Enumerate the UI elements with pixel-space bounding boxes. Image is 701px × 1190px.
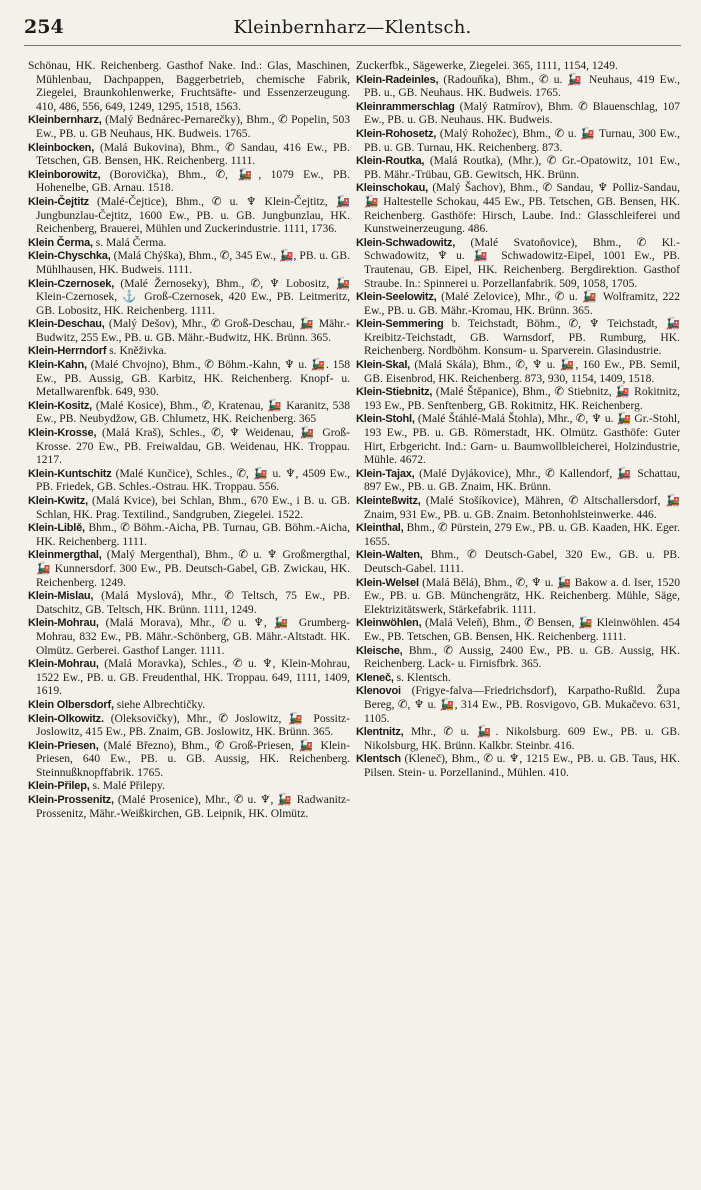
gazetteer-entry [28, 522, 350, 549]
gazetteer-entry [28, 740, 350, 781]
gazetteer-entry [356, 155, 680, 182]
entry-text: (Malá Kraš), Schles., ✆, ♆ Weidenau, 🚂 Groß-Krosse. 270 Ew., PB. Freiwaldau, GB. Weidenau, HK. Troppau. 1217. [36, 427, 351, 467]
entry-text: (Malá Morava), Mhr., ✆ u. ♆, 🚂 Grumberg-Mohrau, 832 Ew., PB. Mähr.-Schönberg, GB. Mähr.-Altstadt. HK. Olmütz. Gerberei. Gasthof Langer. 1111. [36, 617, 350, 657]
entry-text: s. Klentsch. [396, 671, 451, 684]
gazetteer-entry [28, 142, 350, 169]
entry-text: siehe Albrechtičky. [116, 698, 206, 711]
entry-headword: Klein-Welsel [356, 576, 419, 589]
entry-text: (Malá Myslová), Mhr., ✆ Teltsch, 75 Ew., PB. Datschitz, GB. Teltsch, HK. Brünn. 1111, 1249. [36, 590, 350, 616]
entry-headword: Klein-Mohrau, [28, 617, 99, 630]
entry-headword: Klein-Rohosetz, [356, 127, 437, 140]
gazetteer-entry [28, 169, 350, 196]
gazetteer-entry [28, 345, 350, 359]
entry-text: s. Malé Přilepy. [92, 780, 165, 793]
entry-text: Schönau, HK. Reichenberg. Gasthof Nake. Ind.: Glas, Maschinen, Mühlenbau, Dachpappen, Baggerbetrieb, chemische Fabrik, Ziegelei, Braunkohlenwerke, Fruchtsäfte- und Essenzerzeugung. 410, 486, 556, 649, 1249, 1295, 1518, 1563. [28, 60, 350, 113]
entry-text: (Malá Moravka), Schles., ✆ u. ♆, Klein-Mohrau, 1522 Ew., PB. u. GB. Freudenthal, HK. Troppau. 649, 1111, 1409, 1619. [36, 658, 351, 698]
gazetteer-entry [356, 753, 680, 780]
entry-headword: Klein-Čejtitz [28, 195, 89, 208]
gazetteer-entry [28, 495, 350, 522]
entry-text: (Malé Kosice), Bhm., ✆, Kratenau, 🚂 Karanitz, 538 Ew., PB. Neubydžow, GB. Chlumetz, HK. Reichenberg. 365 [36, 399, 350, 426]
entry-headword: Klein-Seelowitz, [356, 291, 437, 304]
entry-headword: Klein-Czernosek, [28, 277, 115, 290]
entry-headword: Kleinwöhlen, [356, 617, 422, 630]
entry-text: (Malé Žernoseky), Bhm., ✆, ♆ Lobositz, 🚂 Klein-Czernosek, ⚓ Groß-Czernosek, 420 Ew., PB. Leitmeritz, GB. Lobositz, HK. Reichenberg. 1111. [36, 277, 350, 317]
entry-headword: Klein-Skal, [356, 359, 411, 372]
entry-text: (Malé Stošíkovice), Mähren, ✆ Altschallersdorf, 🚂 Znaim, 931 Ew., PB. u. GB. Znaim. Betonhohlsteinwerke. 446. [364, 495, 681, 521]
entry-headword: Klein-Stiebnitz, [356, 386, 433, 399]
gazetteer-entry [28, 237, 350, 251]
entry-text: (Malý Rohožec), Bhm., ✆ u. 🚂 Turnau, 300 Ew., PB. u. GB. Turnau, HK. Reichenberg. 873. [364, 127, 680, 154]
gazetteer-entry [28, 114, 350, 141]
entry-text: (Malá Kvice), bei Schlan, Bhm., 670 Ew., i B. u. GB. Schlan, HK. Prag. Textilind., Sandgruben, Ziegelei. 1522. [36, 495, 350, 521]
entry-text: (Malé Dyjákovice), Mhr., ✆ Kallendorf, 🚂 Schattau, 897 Ew., PB. u. GB. Znaim, HK. Brünn. [364, 467, 680, 494]
entry-headword: Kleinbocken, [28, 141, 95, 154]
gazetteer-entry [28, 318, 350, 345]
entry-text: b. Teichstadt, Böhm., ✆, ♆ Teichstadt, 🚂 Kreibitz-Teichstadt, GB. Warnsdorf, PB. Rumburg, HK. Reichenberg. Nordböhm. Konsum- u. Sparverein. Glasindustrie. [364, 318, 680, 358]
entry-headword: Klentsch [356, 753, 401, 766]
gazetteer-entry [28, 699, 350, 713]
gazetteer-entry [356, 237, 680, 291]
entry-headword: Klein-Walten, [356, 549, 423, 562]
gazetteer-entry [28, 60, 350, 114]
gazetteer-entry [28, 196, 350, 237]
entry-headword: Klein-Olkowitz. [28, 712, 104, 725]
gazetteer-entry [28, 794, 350, 821]
entry-text: (Malá Veleň), Bhm., ✆ Bensen, 🚂 Kleinwöhlen. 454 Ew., PB. Tetschen, GB. Bensen, HK. Reichenberg. 1111. [364, 617, 680, 643]
gazetteer-entry [356, 549, 680, 576]
gazetteer-entry [28, 780, 350, 794]
entry-text: (Malý Ratmírov), Bhm. ✆ Blauenschlag, 107 Ew., PB. u. GB. Neuhaus. HK. Budweis. [364, 100, 680, 127]
entry-headword: Klein-Stohl, [356, 413, 415, 426]
entry-headword: Klein-Radeinles, [356, 73, 439, 86]
entry-headword: Klein Čerma, [28, 236, 93, 249]
entry-headword: Kleinrammerschlag [356, 100, 455, 113]
gazetteer-entry [356, 645, 680, 672]
gazetteer-entry [28, 278, 350, 319]
gazetteer-entry [28, 400, 350, 427]
entry-headword: Klein-Mislau, [28, 590, 94, 603]
entry-headword: Klentnitz, [356, 726, 404, 739]
entry-text: Mhr., ✆ u. 🚂. Nikolsburg. 609 Ew., PB. u. GB. Nikolsburg, HK. Brünn. Kalkbr. Steinbr. 416. [364, 726, 680, 752]
gazetteer-entry [356, 672, 680, 686]
gazetteer-entry [356, 617, 680, 644]
gazetteer-entry [28, 359, 350, 400]
gazetteer-entry [28, 250, 350, 277]
right-column [356, 60, 680, 780]
entry-headword: Kleinthal, [356, 522, 404, 535]
entry-headword: Klein-Prossenitz, [28, 794, 114, 807]
entry-text: s. Kněživka. [109, 345, 167, 358]
gazetteer-entry [28, 590, 350, 617]
entry-headword: Klein-Kuntschitz [28, 467, 112, 480]
entry-text: Bhm., ✆ Deutsch-Gabel, 320 Ew., GB. u. PB. Deutsch-Gabel. 1111. [364, 549, 680, 575]
gazetteer-entry [28, 427, 350, 468]
entry-headword: Klein-Herrndorf [28, 345, 107, 358]
gazetteer-entry [28, 713, 350, 740]
gazetteer-entry [28, 658, 350, 699]
entry-headword: Klein-Kahn, [28, 359, 87, 372]
entry-headword: Klein-Mohrau, [28, 658, 99, 671]
gazetteer-entry [356, 577, 680, 618]
entry-headword: Klein-Chyschka, [28, 250, 111, 263]
entry-headword: Klein-Přilep, [28, 780, 90, 793]
entry-text: (Malé Zelovice), Mhr., ✆ u. 🚂 Wolframitz, 222 Ew., PB. u. GB. Mähr.-Kromau, HK. Brünn. 365. [364, 291, 680, 317]
gazetteer-entry [356, 468, 680, 495]
gazetteer-entry [356, 318, 680, 359]
gazetteer-entry [356, 101, 680, 128]
entry-text: (Frigye-falva—Friedrichsdorf), Karpatho-Rußld. Župa Bereg, ✆, ♆ u. 🚂, 314 Ew., PB. Rosvigovo, GB. Mukačevo. 631, 1105. [364, 685, 680, 725]
entry-headword: Kleinbernharz, [28, 114, 102, 127]
entry-headword: Klein-Krosse, [28, 427, 97, 440]
gazetteer-entry [356, 128, 680, 155]
gazetteer-entry [356, 522, 680, 549]
entry-text: (Malé Chvojno), Bhm., ✆ Böhm.-Kahn, ♆ u. 🚂. 158 Ew., PB. Aussig, GB. Karbitz, HK. Reichenberg. Knopf- u. Metallwarenfbk. 649, 930. [36, 359, 350, 399]
entry-headword: Klein-Semmering [356, 318, 444, 331]
entry-text: (Malé Štáhlé-Malá Štohla), Mhr., ✆, ♆ u. 🚂 Gr.-Stohl, 193 Ew., PB. u. GB. Römerstadt, HK. Olmütz. Gasthöfe: Guter Hirt, Erbgericht. Ind.: Garn- u. Baumwollbleicherei, Holzindustrie, Mühle. 4672. [364, 413, 680, 467]
entry-text: s. Malá Čerma. [95, 236, 167, 249]
gazetteer-entry [356, 386, 680, 413]
entry-text: (Malá Routka), (Mhr.), ✆ Gr.-Opatowitz, 101 Ew., PB. Mähr.-Trübau, GB. Gewitsch, HK. Brünn. [364, 155, 680, 181]
gazetteer-entry [28, 468, 350, 495]
entry-text: Bhm., ✆ Aussig, 2400 Ew., PB. u. GB. Aussig, HK. Reichenberg. Lack- u. Firnisfbrk. 365. [364, 644, 680, 671]
entry-headword: Kleinschokau, [356, 182, 428, 195]
entry-text: (Malá Bělá), Bhm., ✆, ♆ u. 🚂 Bakow a. d. Iser, 1520 Ew., PB. u. GB. Münchengrätz, HK. Reichenberg. Mühle, Säge, Elektrizitätswerk, Stärkefabrik. 1111. [364, 576, 680, 616]
entry-text: (Malá Skála), Bhm., ✆, ♆ u. 🚂, 160 Ew., PB. Semil, GB. Eisenbrod, HK. Reichenberg. 873, 930, 1154, 1409, 1518. [364, 359, 681, 385]
gazetteer-entry [356, 359, 680, 386]
page-number: 254 [24, 16, 64, 38]
entry-headword: Klein-Liblě, [28, 522, 85, 535]
running-head: Kleinbernharz—Klentsch. [233, 17, 472, 38]
entry-text: Bhm., ✆ Böhm.-Aicha, PB. Turnau, GB. Böhm.-Aicha, HK. Reichenberg. 1111. [36, 522, 350, 548]
entry-headword: Klein Olbersdorf, [28, 698, 114, 711]
gazetteer-entry [356, 495, 680, 522]
entry-headword: Kleinteßwitz, [356, 495, 421, 507]
gazetteer-entry [356, 413, 680, 467]
entry-headword: Kleinborowitz, [28, 168, 101, 181]
entry-text: (Oleksovičky), Mhr., ✆ Joslowitz, 🚂 Possitz-Joslowitz, 415 Ew., PB. Znaim, GB. Joslowitz, HK. Brünn. 365. [36, 712, 351, 739]
gazetteer-entry [28, 549, 350, 590]
entry-text: (Borovička), Bhm., ✆, 🚂, 1079 Ew., PB. Hohenelbe, GB. Arnau. 1518. [36, 168, 350, 195]
entry-text: (Malá Chýška), Bhm., ✆, 345 Ew., 🚂, PB. u. GB. Mühlhausen, HK. Budweis. 1111. [36, 250, 350, 276]
entry-text: (Malé Kunčice), Schles., ✆, 🚂 u. ♆, 4509 Ew., PB. Friedek, GB. Schles.-Ostrau. HK. Troppau. 556. [36, 467, 350, 494]
entry-text: (Malé Štěpanice), Bhm., ✆ Stiebnitz, 🚂 Rokitnitz, 193 Ew., PB. Senftenberg, GB. Rokitnitz, HK. Reichenberg. [364, 386, 680, 412]
entry-headword: Klein-Kositz, [28, 399, 93, 412]
gazetteer-entry [356, 182, 680, 236]
entry-text: (Malý Bednárec-Pernarečky), Bhm., ✆ Popelin, 503 Ew., PB. u. GB Neuhaus, HK. Budweis. 1765. [36, 114, 351, 140]
entry-headword: Kleinmergthal, [28, 549, 102, 562]
entry-text: (Malá Bukovina), Bhm., ✆ Sandau, 416 Ew., PB. Tetschen, GB. Bensen, HK. Reichenberg. 1111. [36, 141, 350, 168]
gazetteer-entry [356, 60, 680, 74]
entry-text: (Malé Březno), Bhm., ✆ Groß-Priesen, 🚂 Klein-Priesen, 640 Ew., PB. u. GB. Aussig, HK. Reichenberg. Steinnußknopffabrik. 1765. [36, 739, 351, 779]
page-header [24, 16, 681, 44]
entry-text: (Radouňka), Bhm., ✆ u. 🚂 Neuhaus, 419 Ew., PB. u., GB. Neuhaus. HK. Budweis. 1765. [364, 73, 680, 100]
entry-text: Bhm., ✆ Pürstein, 279 Ew., PB. u. GB. Kaaden, HK. Eger. 1655. [364, 522, 680, 548]
entry-headword: Klein-Deschau, [28, 318, 105, 331]
entry-text: (Malé Svatoňovice), Bhm., ✆ Kl.-Schwadowitz, ♆ u. 🚂 Schwadowitz-Eipel, 1001 Ew., PB. Trautenau, GB. Eipel, HK. Reichenberg. Bergdirektion. Gasthof Straube. In.: Spinnerei u. Porzellanfabrik. 509, 1058, 1705. [364, 236, 680, 290]
gazetteer-entry [356, 291, 680, 318]
entry-text: (Malé Prosenice), Mhr., ✆ u. ♆, 🚂 Radwanitz-Prossenitz, Mähr.-Weißkirchen, GB. Leipnik, HK. Olmütz. [36, 794, 350, 820]
entry-text: (Malé-Čejtice), Bhm., ✆ u. ♆ Klein-Čejtitz, 🚂 Jungbunzlau-Čejtitz, 1600 Ew., PB. u. GB. Jungbunzlau, HK. Reichenberg, Brauerei, Mühlen und Zuckerindustrie. 1111, 1736. [36, 195, 350, 236]
entry-headword: Klein-Priesen, [28, 739, 99, 752]
entry-headword: Kleneč, [356, 671, 394, 684]
gazetteer-entry [356, 726, 680, 753]
entry-headword: Klein-Schwadowitz, [356, 236, 456, 249]
left-column [28, 60, 350, 821]
gazetteer-entry [28, 617, 350, 658]
entry-text: (Malý Šachov), Bhm., ✆ Sandau, ♆ Polliz-Sandau, 🚂 Haltestelle Schokau, 445 Ew., PB. Tetschen, GB. Bensen, HK. Reichenberg. Gasthöfe: Hirsch, Laube. Ind.: Glasschleiferei und Kunstweinerzeugung. 486. [364, 182, 680, 236]
entry-text: (Malý Mergenthal), Bhm., ✆ u. ♆ Großmergthal, 🚂 Kunnersdorf. 300 Ew., PB. Deutsch-Gabel, GB. Zwickau, HK. Reichenberg. 1249. [36, 549, 350, 589]
entry-headword: Klein-Tajax, [356, 467, 415, 480]
entry-headword: Klein-Kwitz, [28, 495, 88, 507]
gazetteer-entry [356, 74, 680, 101]
entry-headword: Kleische, [356, 644, 403, 657]
entry-text: (Kleneč), Bhm., ✆ u. ♆, 1215 Ew., PB. u. GB. Taus, HK. Pilsen. Stein- u. Porzellanind., Mühlen. 410. [364, 753, 680, 779]
entry-text: (Malý Dešov), Mhr., ✆ Groß-Deschau, 🚂 Mähr.-Budwitz, 255 Ew., PB. u. GB. Mähr.-Budwitz, HK. Brünn. 365. [36, 318, 350, 344]
header-rule [24, 45, 681, 46]
entry-text: Zuckerfbk., Sägewerke, Ziegelei. 365, 1111, 1154, 1249. [356, 60, 618, 72]
entry-headword: Klein-Routka, [356, 155, 425, 168]
entry-headword: Klenovoi [356, 685, 401, 698]
gazetteer-entry [356, 685, 680, 726]
